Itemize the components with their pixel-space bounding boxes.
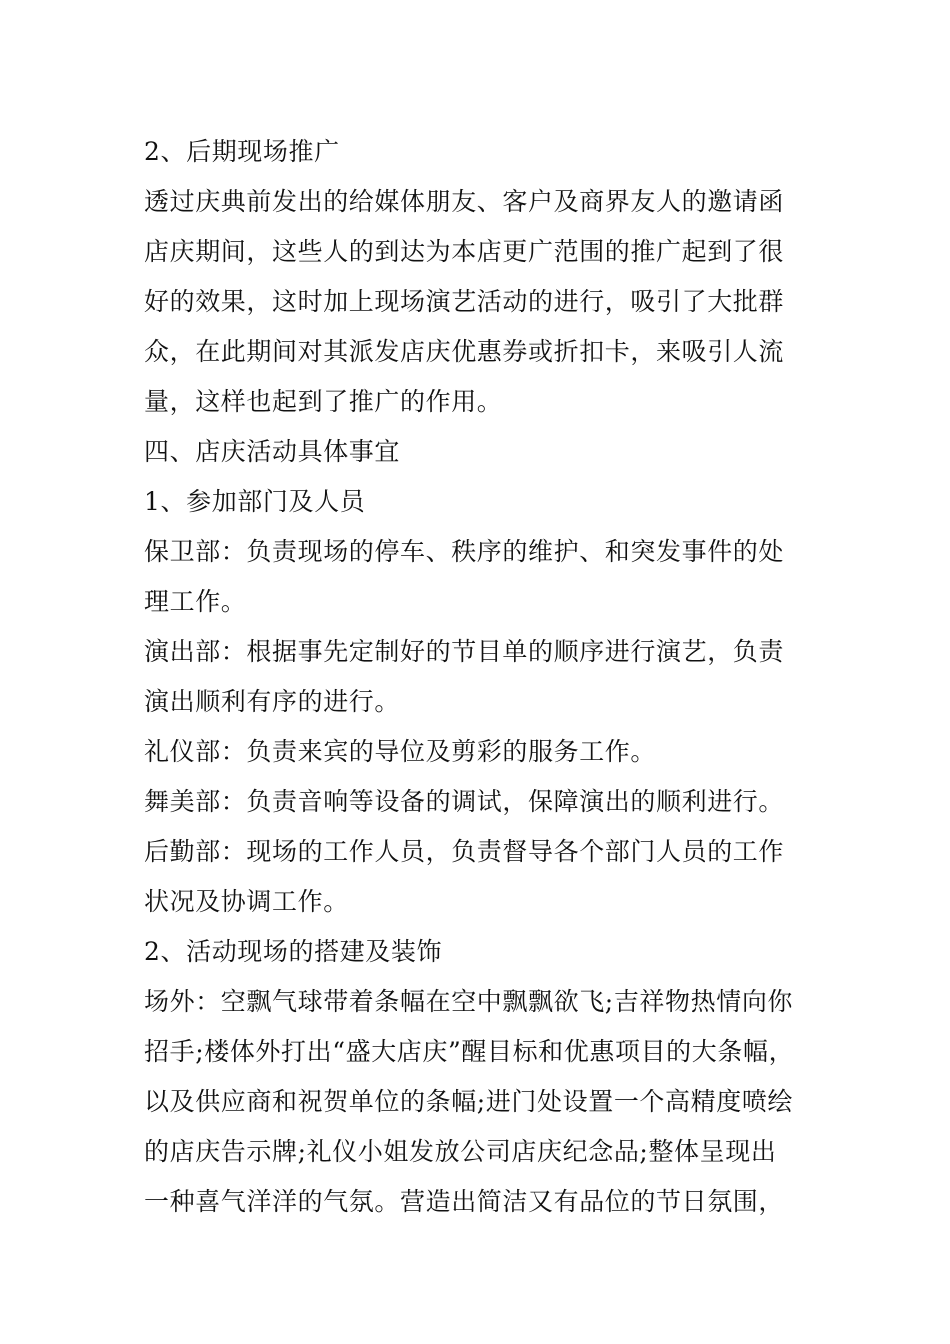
paragraph-line: 场外：空飘气球带着条幅在空中飘飘欲飞;吉祥物热情向你 [144, 987, 794, 1016]
paragraph-line: 店庆期间，这些人的到达为本店更广范围的推广起到了很 [144, 237, 785, 266]
paragraph-line: 演出顺利有序的进行。 [144, 687, 401, 716]
paragraph-line: 状况及协调工作。 [144, 887, 349, 916]
paragraph-line: 好的效果，这时加上现场演艺活动的进行，吸引了大批群 [144, 287, 785, 316]
paragraph-line: 舞美部：负责音响等设备的调试，保障演出的顺利进行。 [144, 787, 785, 816]
document-body [144, 127, 824, 1227]
paragraph-line: 招手;楼体外打出“盛大店庆”醒目标和优惠项目的大条幅， [144, 1037, 795, 1066]
paragraph-line: 演出部：根据事先定制好的节目单的顺序进行演艺，负责 [144, 637, 785, 666]
paragraph-line: 一种喜气洋洋的气氛。营造出简洁又有品位的节日氛围， [144, 1187, 785, 1216]
section-heading-activity-details: 四、店庆活动具体事宜 [144, 437, 401, 466]
paragraph-line: 透过庆典前发出的给媒体朋友、客户及商界友人的邀请函 [144, 187, 785, 216]
paragraph-line: 量，这样也起到了推广的作用。 [144, 387, 503, 416]
section-heading-promotion: 2、后期现场推广 [144, 137, 340, 166]
paragraph-line: 以及供应商和祝贺单位的条幅;进门处设置一个高精度喷绘 [144, 1087, 794, 1116]
paragraph-line: 众，在此期间对其派发店庆优惠券或折扣卡，来吸引人流 [144, 337, 785, 366]
paragraph-line: 的店庆告示牌;礼仪小姐发放公司店庆纪念品;整体呈现出 [144, 1137, 777, 1166]
paragraph-line: 保卫部：负责现场的停车、秩序的维护、和突发事件的处 [144, 537, 785, 566]
paragraph-line: 后勤部：现场的工作人员，负责督导各个部门人员的工作 [144, 837, 785, 866]
paragraph-line: 礼仪部：负责来宾的导位及剪彩的服务工作。 [144, 737, 657, 766]
subsection-heading-departments: 1、参加部门及人员 [144, 487, 366, 516]
subsection-heading-site-setup: 2、活动现场的搭建及装饰 [144, 937, 443, 966]
paragraph-line: 理工作。 [144, 587, 247, 616]
